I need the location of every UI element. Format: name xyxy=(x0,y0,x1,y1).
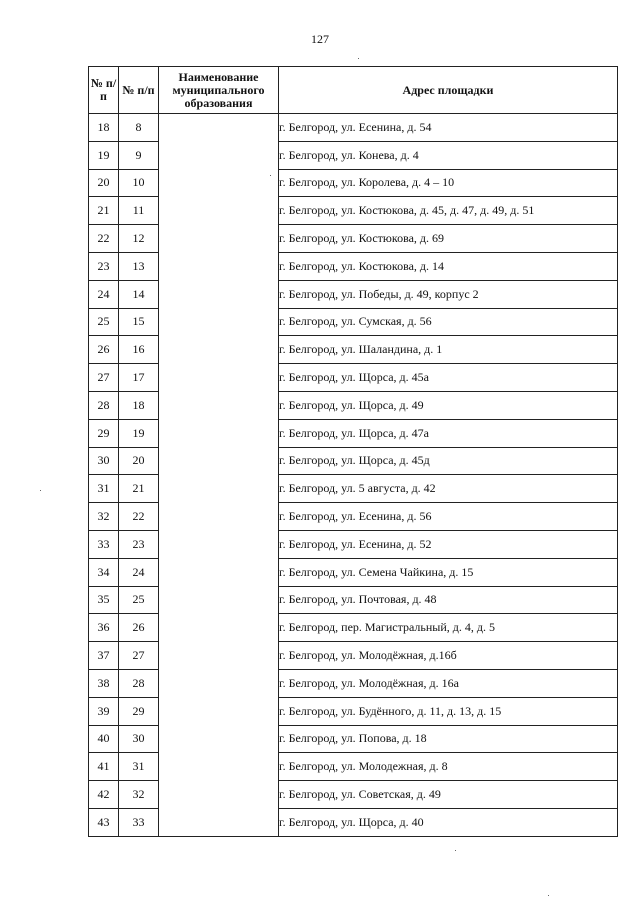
row-number-local: 21 xyxy=(119,475,159,503)
row-number-local: 20 xyxy=(119,447,159,475)
sites-table xyxy=(88,66,618,837)
row-number-global: 28 xyxy=(89,391,119,419)
scan-speck xyxy=(40,490,41,491)
row-number-global: 29 xyxy=(89,419,119,447)
row-number-global: 32 xyxy=(89,503,119,531)
row-number-local: 28 xyxy=(119,669,159,697)
row-address: г. Белгород, ул. 5 августа, д. 42 xyxy=(279,475,618,503)
header-num-local: № п/п xyxy=(119,67,159,114)
row-number-global: 40 xyxy=(89,725,119,753)
row-number-local: 23 xyxy=(119,530,159,558)
row-number-local: 32 xyxy=(119,781,159,809)
row-number-global: 42 xyxy=(89,781,119,809)
row-number-local: 33 xyxy=(119,808,159,836)
header-address: Адрес площадки xyxy=(279,67,618,114)
row-number-local: 29 xyxy=(119,697,159,725)
row-number-global: 27 xyxy=(89,364,119,392)
row-number-local: 15 xyxy=(119,308,159,336)
row-number-local: 19 xyxy=(119,419,159,447)
row-number-global: 38 xyxy=(89,669,119,697)
row-address: г. Белгород, ул. Советская, д. 49 xyxy=(279,781,618,809)
row-number-local: 30 xyxy=(119,725,159,753)
row-address: г. Белгород, ул. Костюкова, д. 45, д. 47, д. 49, д. 51 xyxy=(279,197,618,225)
row-number-local: 18 xyxy=(119,391,159,419)
table-header xyxy=(89,67,618,114)
row-address: г. Белгород, ул. Щорса, д. 45д xyxy=(279,447,618,475)
row-address: г. Белгород, ул. Есенина, д. 52 xyxy=(279,530,618,558)
row-number-local: 11 xyxy=(119,197,159,225)
row-number-global: 25 xyxy=(89,308,119,336)
row-number-global: 31 xyxy=(89,475,119,503)
scan-speck xyxy=(455,850,456,851)
row-address: г. Белгород, пер. Магистральный, д. 4, д. 5 xyxy=(279,614,618,642)
municipality-cell xyxy=(159,114,279,837)
row-number-global: 24 xyxy=(89,280,119,308)
row-number-global: 30 xyxy=(89,447,119,475)
row-number-global: 35 xyxy=(89,586,119,614)
row-number-local: 24 xyxy=(119,558,159,586)
row-address: г. Белгород, ул. Конева, д. 4 xyxy=(279,141,618,169)
scan-speck xyxy=(358,58,359,59)
row-number-local: 12 xyxy=(119,225,159,253)
row-number-global: 19 xyxy=(89,141,119,169)
row-address: г. Белгород, ул. Щорса, д. 47а xyxy=(279,419,618,447)
row-number-global: 22 xyxy=(89,225,119,253)
row-address: г. Белгород, ул. Щорса, д. 40 xyxy=(279,808,618,836)
table-row xyxy=(89,114,618,142)
row-address: г. Белгород, ул. Щорса, д. 45а xyxy=(279,364,618,392)
scan-speck xyxy=(270,175,271,176)
row-number-local: 16 xyxy=(119,336,159,364)
row-number-local: 8 xyxy=(119,114,159,142)
row-number-local: 25 xyxy=(119,586,159,614)
row-address: г. Белгород, ул. Молодёжная, д.16б xyxy=(279,642,618,670)
row-number-global: 18 xyxy=(89,114,119,142)
row-address: г. Белгород, ул. Почтовая, д. 48 xyxy=(279,586,618,614)
row-number-local: 31 xyxy=(119,753,159,781)
row-number-global: 41 xyxy=(89,753,119,781)
row-address: г. Белгород, ул. Есенина, д. 54 xyxy=(279,114,618,142)
row-number-local: 26 xyxy=(119,614,159,642)
row-address: г. Белгород, ул. Есенина, д. 56 xyxy=(279,503,618,531)
row-number-global: 23 xyxy=(89,252,119,280)
row-number-global: 36 xyxy=(89,614,119,642)
row-number-local: 9 xyxy=(119,141,159,169)
row-number-global: 26 xyxy=(89,336,119,364)
header-municipality: Наименование муниципального образования xyxy=(159,67,279,114)
row-number-global: 43 xyxy=(89,808,119,836)
row-number-local: 10 xyxy=(119,169,159,197)
row-number-local: 17 xyxy=(119,364,159,392)
row-number-global: 39 xyxy=(89,697,119,725)
page-number: 127 xyxy=(311,32,329,46)
row-address: г. Белгород, ул. Молодёжная, д. 16а xyxy=(279,669,618,697)
row-number-global: 34 xyxy=(89,558,119,586)
row-address: г. Белгород, ул. Победы, д. 49, корпус 2 xyxy=(279,280,618,308)
row-address: г. Белгород, ул. Королева, д. 4 – 10 xyxy=(279,169,618,197)
row-address: г. Белгород, ул. Семена Чайкина, д. 15 xyxy=(279,558,618,586)
row-address: г. Белгород, ул. Молодежная, д. 8 xyxy=(279,753,618,781)
row-number-global: 20 xyxy=(89,169,119,197)
row-address: г. Белгород, ул. Костюкова, д. 14 xyxy=(279,252,618,280)
scan-speck xyxy=(548,895,549,896)
row-address: г. Белгород, ул. Костюкова, д. 69 xyxy=(279,225,618,253)
row-address: г. Белгород, ул. Шаландина, д. 1 xyxy=(279,336,618,364)
row-number-global: 37 xyxy=(89,642,119,670)
row-number-local: 13 xyxy=(119,252,159,280)
row-address: г. Белгород, ул. Будённого, д. 11, д. 13, д. 15 xyxy=(279,697,618,725)
row-number-local: 27 xyxy=(119,642,159,670)
row-number-global: 21 xyxy=(89,197,119,225)
row-number-local: 14 xyxy=(119,280,159,308)
row-address: г. Белгород, ул. Щорса, д. 49 xyxy=(279,391,618,419)
row-address: г. Белгород, ул. Сумская, д. 56 xyxy=(279,308,618,336)
row-number-global: 33 xyxy=(89,530,119,558)
table-body xyxy=(89,114,618,837)
row-number-local: 22 xyxy=(119,503,159,531)
header-num-global: № п/п xyxy=(89,67,119,114)
row-address: г. Белгород, ул. Попова, д. 18 xyxy=(279,725,618,753)
